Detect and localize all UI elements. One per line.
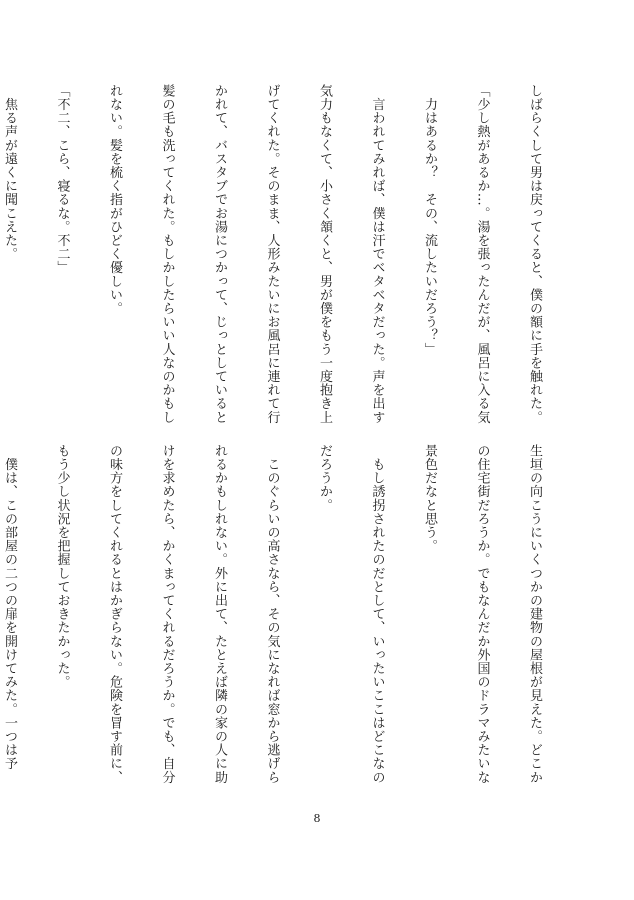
- text-line: 焦る声が遠くに聞こえた。: [2, 84, 17, 261]
- text-line: の味方をしてくれるとはかぎらない。危険を冒す前に、: [107, 444, 122, 784]
- text-line: 景色だなと思う。: [422, 444, 437, 553]
- text-line: 言われてみれば、僕は汗でベタベタだった。声を出す: [369, 84, 385, 424]
- text-block-bottom: [2, 444, 578, 784]
- text-line: れない。髪を梳く指がひどく優しい。: [107, 84, 122, 316]
- text-line: もう少し状況を把握しておきたかった。: [54, 444, 70, 689]
- text-line: だろうか。: [317, 444, 332, 512]
- page-number: 8: [313, 812, 321, 825]
- text-line: 気力もなくて、小さく頷くと、男が僕をもう一度抱き上: [317, 84, 332, 424]
- text-line: 「少し熱があるか…。湯を張ったんだが、風呂に入る気: [474, 84, 490, 424]
- text-line: 「不二、こら、寝るな。不二」: [54, 84, 70, 275]
- text-line: の住宅街だろうか。でもなんだか外国のドラマみたいな: [474, 444, 490, 784]
- text-line: 髪の毛も洗ってくれた。もしかしたらいい人なのかもし: [159, 84, 175, 424]
- text-block-top: [2, 84, 578, 424]
- text-line: げてくれた。そのまま、人形みたいにお風呂に連れて行: [264, 84, 280, 424]
- text-line: 力はあるか？ その、流したいだろう？」: [422, 84, 437, 356]
- text-line: れるかもしれない。外に出て、たとえば隣の家の人に助: [212, 444, 227, 784]
- text-line: けを求めたら、かくまってくれるだろうか。でも、自分: [159, 444, 175, 784]
- text-line: 生垣の向こうにいくつかの建物の屋根が見えた。どこか: [527, 444, 542, 784]
- text-line: もし誘拐されたのだとして、いったいここはどこなの: [369, 444, 385, 784]
- text-line: しばらくして男は戻ってくると、僕の額に手を触れた。: [527, 84, 542, 424]
- text-line: かれて、バスタブでお湯につかって、じっとしていると: [212, 84, 227, 424]
- text-line: このぐらいの高さなら、その気になれば窓から逃げら: [264, 444, 280, 784]
- text-line: 僕は、この部屋の二つの扉を開けてみた。一つは予: [2, 444, 17, 771]
